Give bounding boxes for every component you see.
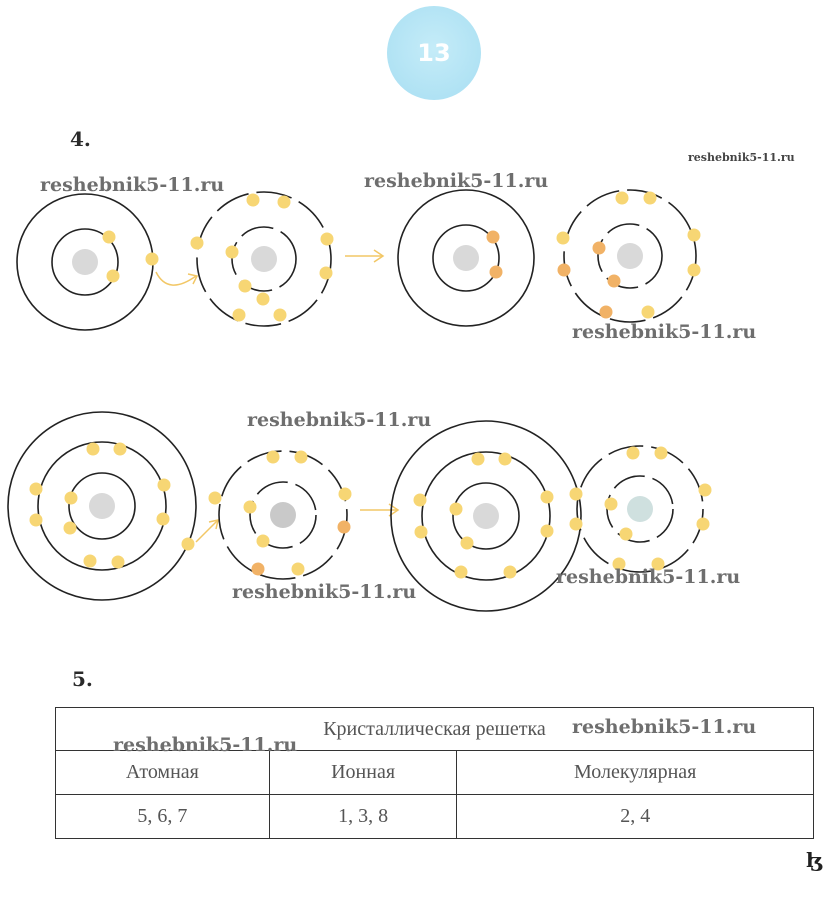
watermark: reshebnik5-11.ru [556, 566, 741, 588]
electron [182, 538, 195, 551]
electron [499, 453, 512, 466]
electron [688, 264, 701, 277]
electron [600, 306, 613, 319]
watermark: reshebnik5-11.ru [572, 716, 757, 738]
electron [414, 494, 427, 507]
electron [415, 526, 428, 539]
column-atomic: Атомная [56, 751, 270, 795]
electron [490, 266, 503, 279]
page-number: 13 [417, 39, 451, 67]
electron [295, 451, 308, 464]
column-molecular: Молекулярная [457, 751, 814, 795]
nucleus [251, 246, 277, 272]
task-5-label: 5. [72, 667, 93, 691]
electron [320, 267, 333, 280]
electron [233, 309, 246, 322]
task-4-label: 4. [70, 127, 91, 151]
value-molecular: 2, 4 [457, 795, 814, 839]
electron [103, 231, 116, 244]
electron [274, 309, 287, 322]
electron [541, 491, 554, 504]
electron [620, 528, 633, 541]
table-header: Кристаллическая решетка [56, 708, 814, 751]
value-atomic: 5, 6, 7 [56, 795, 270, 839]
electron [292, 563, 305, 576]
watermark: reshebnik5-11.ru [688, 151, 795, 164]
nucleus [270, 502, 296, 528]
nucleus [89, 493, 115, 519]
electron [688, 229, 701, 242]
electron [472, 453, 485, 466]
electron [64, 522, 77, 535]
electron [247, 194, 260, 207]
electron [191, 237, 204, 250]
watermark: reshebnik5-11.ru [364, 170, 549, 192]
electron [267, 451, 280, 464]
electron [157, 513, 170, 526]
electron [30, 514, 43, 527]
electron [112, 556, 125, 569]
column-ionic: Ионная [269, 751, 457, 795]
corner-mark: ɮ [806, 848, 822, 872]
electron [84, 555, 97, 568]
electron [558, 264, 571, 277]
electron [461, 537, 474, 550]
nucleus [453, 245, 479, 271]
electron [257, 535, 270, 548]
electron [627, 447, 640, 460]
electron [252, 563, 265, 576]
electron [644, 192, 657, 205]
electron [697, 518, 710, 531]
electron [30, 483, 43, 496]
electron [239, 280, 252, 293]
transfer-arrow [196, 520, 218, 542]
electron [570, 518, 583, 531]
nucleus [72, 249, 98, 275]
electron [699, 484, 712, 497]
watermark: reshebnik5-11.ru [40, 174, 225, 196]
electron [642, 306, 655, 319]
electron [87, 443, 100, 456]
electron [608, 275, 621, 288]
electron [339, 488, 352, 501]
electron [244, 501, 257, 514]
nucleus [617, 243, 643, 269]
watermark: reshebnik5-11.ru [247, 409, 432, 431]
electron [455, 566, 468, 579]
electron [504, 566, 517, 579]
electron [655, 447, 668, 460]
electron [65, 492, 78, 505]
electron [257, 293, 270, 306]
electron [158, 479, 171, 492]
electron [321, 233, 334, 246]
electron [487, 231, 500, 244]
watermark: reshebnik5-11.ru [572, 321, 757, 343]
nucleus [473, 503, 499, 529]
electron [570, 488, 583, 501]
electron [226, 246, 239, 259]
electron [616, 192, 629, 205]
electron [541, 525, 554, 538]
electron [605, 498, 618, 511]
electron [146, 253, 159, 266]
watermark: reshebnik5-11.ru [113, 734, 298, 756]
electron [107, 270, 120, 283]
electron [593, 242, 606, 255]
electron [338, 521, 351, 534]
electron [278, 196, 291, 209]
electron [114, 443, 127, 456]
electron [557, 232, 570, 245]
watermark: reshebnik5-11.ru [232, 581, 417, 603]
electron [209, 492, 222, 505]
nucleus [627, 496, 653, 522]
value-ionic: 1, 3, 8 [269, 795, 457, 839]
electron [450, 503, 463, 516]
